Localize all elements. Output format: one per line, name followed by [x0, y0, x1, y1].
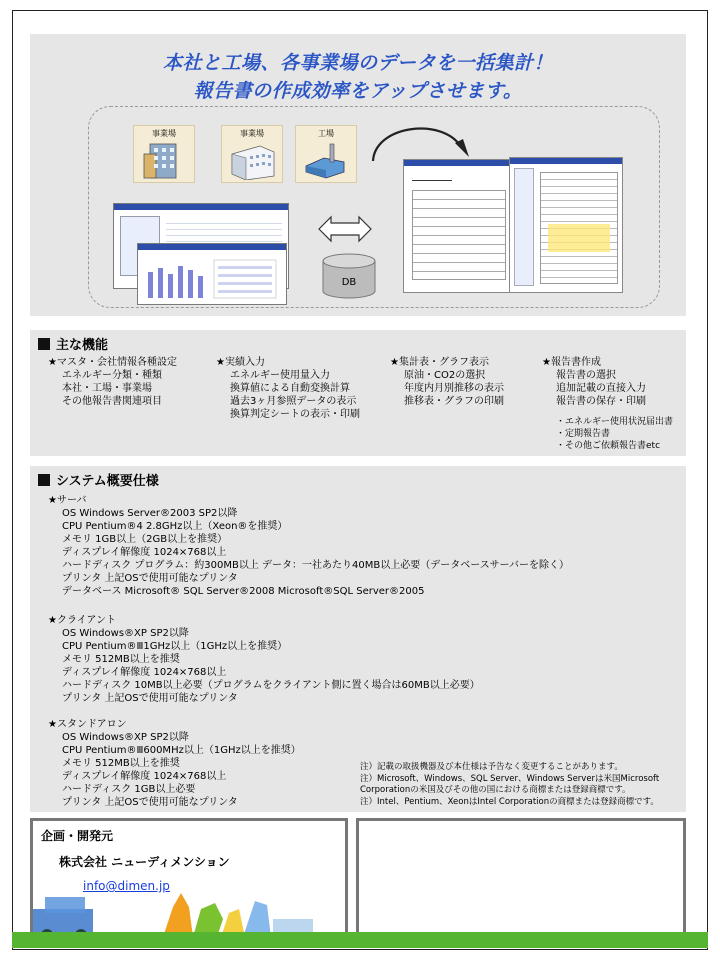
window-titlebar	[114, 204, 288, 210]
standalone-spec: ★スタンドアロン OS Windows®XP SP2以降 CPU Pentium®Ⅲ600MHz以上（1GHz以上を推奨） メモリ 512MB以上を推奨 ディスプレイ解像度 1024×768以上 ハードディスク 1GB以上必要 プリンタ 上記OSで使用可能なプリンタ	[48, 719, 301, 808]
window-titlebar	[138, 244, 286, 250]
grass-strip	[12, 932, 708, 948]
system-heading: システム概要仕様	[38, 470, 159, 489]
square-bullet-icon	[38, 338, 50, 350]
feature-col-report: ★報告書作成 報告書の選択 追加記載の直接入力 報告書の保存・印刷	[542, 357, 646, 407]
recycle-bottles-illustration	[33, 889, 345, 937]
developer-label: 企画・開発元	[41, 829, 114, 843]
features-heading: 主な機能	[38, 334, 108, 353]
office-building-icon	[142, 140, 186, 180]
company-name: 株式会社 ニューディメンション	[59, 855, 230, 869]
database-icon	[319, 251, 379, 301]
report-form-table	[412, 190, 506, 280]
db-label: DB	[341, 277, 357, 288]
headline-line-2: 報告書の作成効率をアップさせます。	[193, 80, 523, 102]
legal-notes: 注）記載の取扱機器及び本仕様は予告なく変更することがあります。 注）Microsoft、Windows、SQL Server、Windows Serverは米国Microsoft Corporationの米国及びその他の国における商標または登録商標です。 注）Intel、Pentium、XeonはIntel Corporationの商標または登録商標です。	[360, 762, 660, 807]
email-link[interactable]: info@dimen.jp	[83, 879, 170, 893]
system-flow-diagram	[88, 106, 660, 308]
feature-col-input: ★実績入力 エネルギー使用量入力 換算値による自動変換計算 過去3ヶ月参照データの表示 換算判定シートの表示・印刷	[216, 357, 360, 420]
site-label: 事業場	[152, 129, 176, 138]
developer-info-box	[30, 818, 348, 940]
apartment-building-icon	[230, 140, 276, 180]
site-office-1	[133, 125, 195, 183]
software-screen-front	[137, 243, 287, 305]
report-types-list: ・エネルギー使用状況届出書 ・定期報告書 ・その他ご依頼報告書etc	[556, 417, 674, 451]
bidirectional-arrow-icon	[317, 213, 373, 245]
headline-line-1: 本社と工場、各事業場のデータを一括集計！	[162, 52, 553, 74]
client-spec: ★クライアント OS Windows®XP SP2以降 CPU Pentium®Ⅲ1GHz以上（1GHz以上を推奨） メモリ 512MB以上を推奨 ディスプレイ解像度 1024×768以上 ハードディスク 10MB以上必要（プログラムをクライアント側に置く場合は60MB以上必要） プリンタ 上記OSで使用可能なプリンタ	[48, 615, 480, 704]
system-spec-section	[30, 466, 686, 812]
features-section	[30, 330, 686, 456]
report-document-2	[509, 157, 623, 293]
feature-col-master: ★マスタ・会社情報各種設定 エネルギー分類・種類 本社・工場・事業場 その他報告書関連項目	[48, 357, 177, 407]
site-office-2	[221, 125, 283, 183]
hero-panel	[30, 34, 686, 316]
site-label: 工場	[318, 129, 334, 138]
feature-col-graph: ★集計表・グラフ表示 原油・CO2の選択 年度内月別推移の表示 推移表・グラフの印刷	[390, 357, 504, 407]
bar-graph-icon	[144, 256, 280, 300]
square-bullet-icon	[38, 474, 50, 486]
server-spec: ★サーバ OS Windows Server®2003 SP2以降 CPU Pentium®4 2.8GHz以上（Xeon®を推奨） メモリ 1GB以上（2GB以上を推奨） ディスプレイ解像度 1024×768以上 ハードディスク プログラム：約300MB以上 データ：一社あたり40MB以上必要（データベースサーバーを除く） プリンタ 上記OSで使用可能なプリンタ データベース Microsoft® SQL Server®2008 Microsoft®SQL Server®2005	[48, 495, 570, 597]
report-document-1	[403, 159, 513, 293]
site-label: 事業場	[240, 129, 264, 138]
blank-info-box	[356, 818, 686, 940]
factory-icon	[304, 140, 350, 180]
site-factory	[295, 125, 357, 183]
